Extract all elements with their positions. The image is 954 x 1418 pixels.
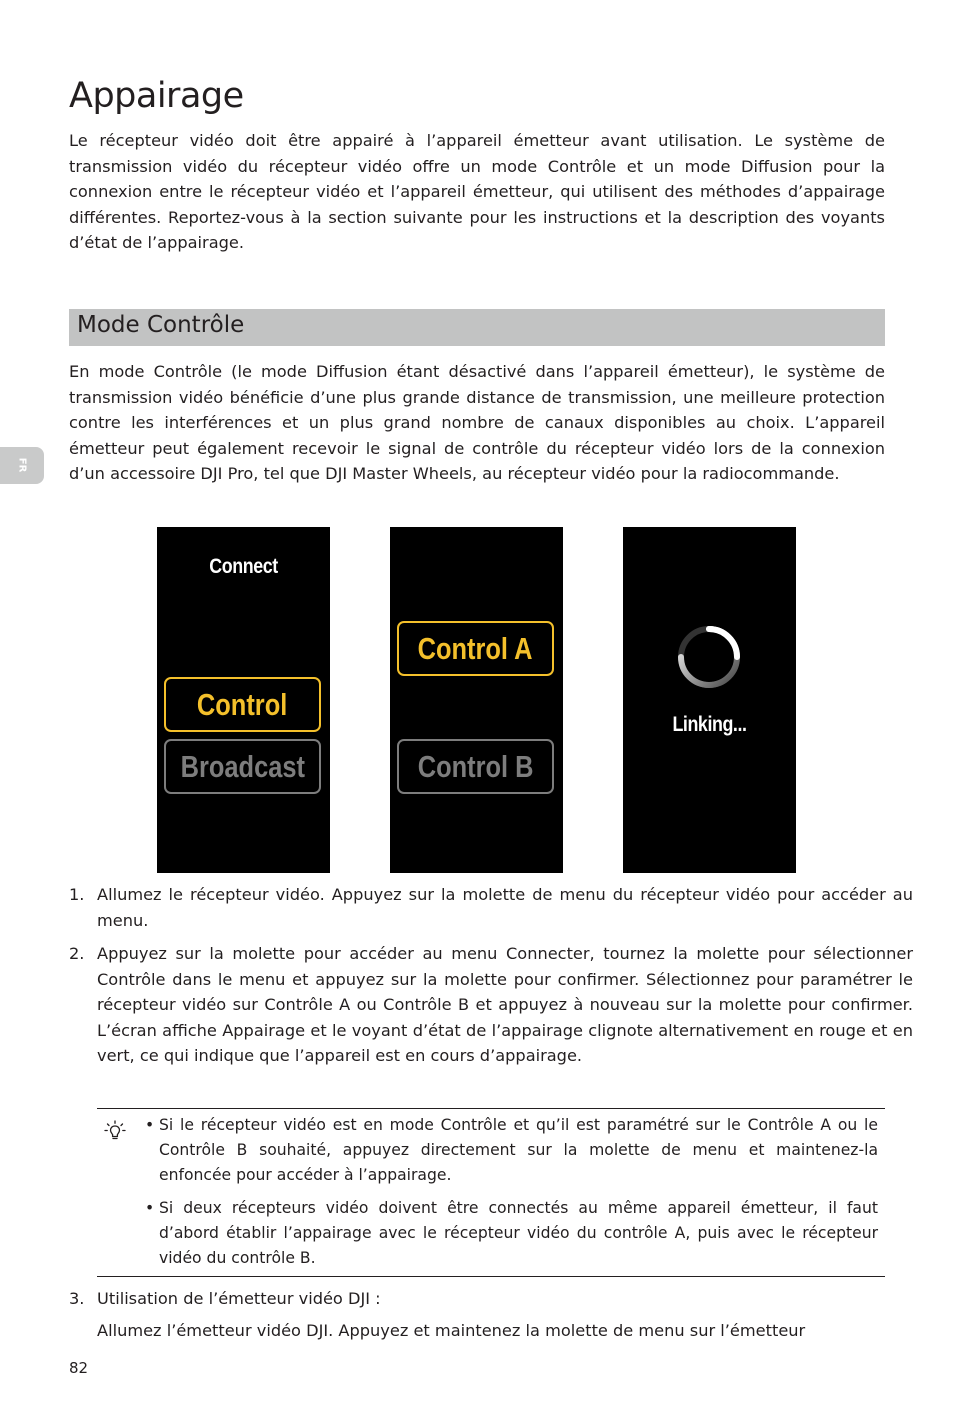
page-title: Appairage	[69, 76, 244, 116]
section-header-bar	[69, 309, 885, 346]
tip-item: • Si le récepteur vidéo est en mode Contrôle et qu’il est paramétré sur le Contrôle A ou le Contrôle B souhaité, appuyez directement sur la molette de menu et maintenez-la enfoncée pour accéder à l’appairage.	[145, 1116, 878, 1185]
step-text: Appuyez sur la molette pour accéder au menu Connecter, tournez la molette pour sélectionner Contrôle dans le menu et appuyez sur la molette pour confirmer. Sélectionnez pour paramétrer le récepteur vidéo sur Contrôle A ou Contrôle B et appuyez à nouveau sur la molette pour confirmer. L’écran affiche Appairage et le voyant d’état de l’appairage clignote alternativement en rouge et en vert, ce qui indique que l’appareil est en cours d’appairage.	[97, 944, 913, 1066]
lightbulb-icon	[103, 1119, 127, 1143]
step-number: 1.	[69, 885, 85, 904]
step-number: 2.	[69, 944, 85, 963]
option-control-a: Control A	[397, 621, 554, 676]
language-label: FR	[16, 457, 28, 473]
intro-paragraph: Le récepteur vidéo doit être appairé à l’appareil émetteur avant utilisation. Le système de transmission vidéo du récepteur vidéo offre un mode Contrôle et un mode Diffusion pour la connexion entre le récepteur vidéo et l’appareil émetteur, qui utilisent des méthodes d’appairage différentes. Reportez-vous à la section suivante pour les instructions et la description des voyants d’état de l’appairage.	[69, 131, 885, 253]
screen-title-connect: Connect	[209, 555, 278, 578]
step-3-continuation: Allumez l’émetteur vidéo DJI. Appuyez et maintenez la molette de menu sur l’émetteur	[97, 1321, 806, 1340]
loading-spinner-icon	[675, 623, 743, 691]
page-number: 82	[69, 1359, 89, 1377]
option-control-b: Control B	[397, 739, 554, 794]
step-number: 3.	[69, 1289, 85, 1308]
section-title: Mode Contrôle	[77, 312, 245, 338]
screen-control-select	[390, 527, 563, 873]
section-paragraph: En mode Contrôle (le mode Diffusion étant désactivé dans l’appareil émetteur), le système de transmission vidéo bénéficie d’une plus grande distance de transmission, une meilleure protection contre les interférences et un plus grand nombre de canaux disponibles au choix. L’appareil émetteur peut également recevoir le signal de contrôle du récepteur vidéo lors de la connexion d’un accessoire DJI Pro, tel que DJI Master Wheels, au récepteur vidéo pour la radiocommande.	[69, 362, 885, 484]
step-text: Allumez le récepteur vidéo. Appuyez sur la molette de menu du récepteur vidéo pour accéder au menu.	[97, 885, 913, 930]
step-1	[69, 882, 913, 933]
tip-note-box	[97, 1108, 885, 1277]
step-3	[69, 1286, 913, 1312]
option-control: Control	[164, 677, 321, 732]
linking-status: Linking...	[672, 713, 747, 736]
screen-linking	[623, 527, 796, 873]
option-broadcast: Broadcast	[164, 739, 321, 794]
language-side-tab	[0, 447, 44, 484]
screen-connect-menu	[157, 527, 330, 873]
tip-list	[145, 1113, 878, 1278]
step-text: Utilisation de l’émetteur vidéo DJI :	[97, 1289, 381, 1308]
step-2	[69, 941, 913, 1069]
tip-item: • Si deux récepteurs vidéo doivent être connectés au même appareil émetteur, il faut d’abord établir l’appairage avec le récepteur vidéo du contrôle A, puis avec le récepteur vidéo du contrôle B.	[145, 1198, 878, 1268]
